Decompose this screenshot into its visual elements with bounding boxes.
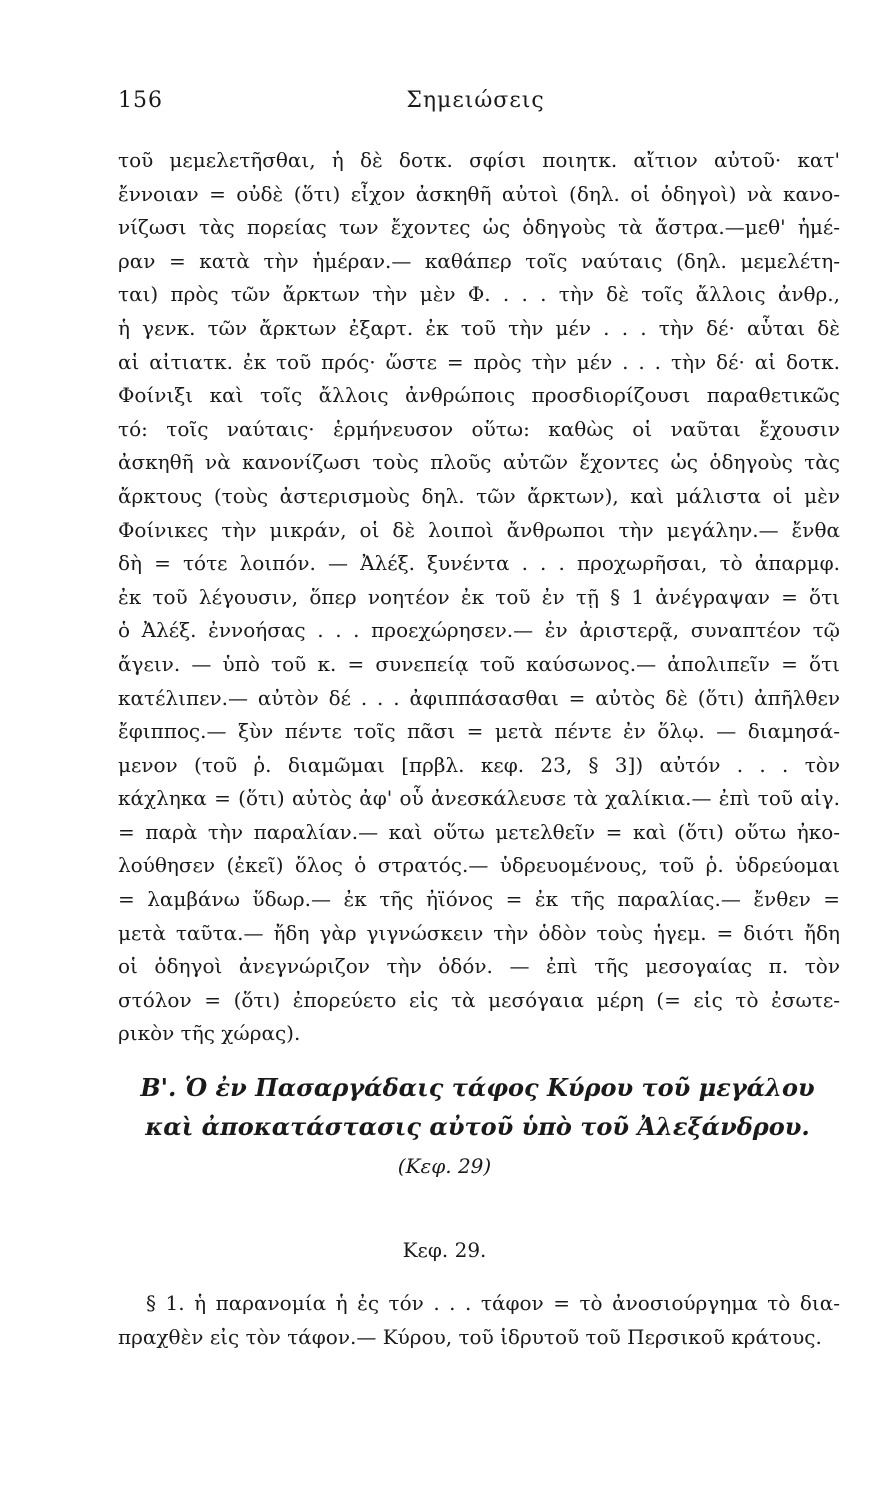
text-line: αἱ αἰτιατκ. ἐκ τοῦ πρός· ὥστε = πρὸς τὴν μέν . . . τὴν δέ· αἱ δοτκ. — [118, 349, 840, 374]
section-title — [110, 1068, 845, 1146]
section-title-line: καὶ ἀποκατάστασις αὐτοῦ ὑπὸ τοῦ Ἀλεξάνδρου. — [145, 1112, 810, 1141]
text-line: ὁ Ἀλέξ. ἐννοήσας . . . προεχώρησεν.— ἐν ἀριστερᾷ, συναπτέον τῷ — [118, 618, 840, 643]
text-line: ἡ γενκ. τῶν ἄρκτων ἐξαρτ. ἐκ τοῦ τὴν μέν . . . τὴν δέ· αὗται δὲ — [118, 315, 840, 340]
chapter-heading: Κεφ. 29. — [402, 1238, 487, 1262]
text-line: Φοίνικες τὴν μικράν, οἱ δὲ λοιποὶ ἄνθρωποι τὴν μεγάλην.— ἔνθα — [118, 517, 840, 542]
text-line: ἀσκηθῆ νὰ κανονίζωσι τοὺς πλοῦς αὐτῶν ἔχοντες ὡς ὁδηγοὺς τὰς — [118, 450, 840, 475]
text-line: § 1. ἡ παρανομία ἡ ἐς τόν . . . τάφον = τὸ ἀνοσιούργημα τὸ δια- — [146, 1291, 840, 1315]
text-line: = παρὰ τὴν παραλίαν.— καὶ οὕτω μετελθεῖν = καὶ (ὅτι) οὕτω ἠκο- — [118, 819, 840, 844]
text-line: νίζωσι τὰς πορείας των ἔχοντες ὡς ὁδηγοὺς τὰ ἄστρα.—μεθ' ἡμέ- — [118, 215, 840, 240]
text-line: δὴ = τότε λοιπόν. — Ἀλέξ. ξυνέντα . . . προχωρῆσαι, τὸ ἀπαρμφ. — [118, 551, 840, 576]
text-line: ἐκ τοῦ λέγουσιν, ὅπερ νοητέον ἐκ τοῦ ἐν τῇ § 1 ἀνέγραψαν = ὅτι — [118, 584, 840, 609]
text-line: ἄγειν. — ὑπὸ τοῦ κ. = συνεπείᾳ τοῦ καύσωνος.— ἀπολιπεῖν = ὅτι — [118, 651, 840, 676]
text-line: τό: τοῖς ναύταις· ἑρμήνευσον οὕτω: καθὼς οἱ ναῦται ἔχουσιν — [118, 416, 840, 441]
page-number: 156 — [118, 88, 163, 113]
notes-text — [118, 144, 840, 1051]
section-subtitle: (Κεφ. 29) — [397, 1154, 492, 1178]
page-header — [118, 88, 833, 120]
text-line: στόλον = (ὅτι) ἐπορεύετο εἰς τὰ μεσόγαια μέρη (= εἰς τὸ ἐσωτε- — [118, 987, 840, 1012]
text-line: ἔννοιαν = οὐδὲ (ὅτι) εἶχον ἀσκηθῆ αὐτοὶ (δηλ. οἱ ὁδηγοὶ) νὰ κανο- — [118, 181, 840, 206]
text-line: κατέλιπεν.— αὐτὸν δέ . . . ἀφιππάσασθαι = αὐτὸς δὲ (ὅτι) ἀπῆλθεν — [118, 685, 840, 710]
section-title-line: Β'. Ὁ ἐν Πασαργάδαις τάφος Κύρου τοῦ μεγάλου — [140, 1073, 815, 1102]
text-line: τοῦ μεμελετῆσθαι, ἡ δὲ δοτκ. σφίσι ποιητκ. αἴτιον αὐτοῦ· κατ' — [118, 148, 840, 172]
text-line: ρικὸν τῆς χώρας). — [118, 1021, 301, 1046]
text-line: κάχληκα = (ὅτι) αὐτὸς ἀφ' οὗ ἀνεσκάλευσε τὰ χαλίκια.— ἐπὶ τοῦ αἰγ. — [118, 786, 840, 811]
text-line: λούθησεν (ἐκεῖ) ὅλος ὁ στρατός.— ὑδρευομένους, τοῦ ῥ. ὑδρεύομαι — [118, 853, 840, 878]
text-line: = λαμβάνω ὕδωρ.— ἐκ τῆς ἠϊόνος = ἐκ τῆς παραλίας.— ἔνθεν = — [118, 887, 840, 912]
text-line: ἔφιππος.— ξὺν πέντε τοῖς πᾶσι = μετὰ πέντε ἐν ὅλῳ. — διαμησά- — [118, 719, 840, 744]
text-line: Φοίνιξι καὶ τοῖς ἄλλοις ἀνθρώποις προσδιορίζουσι παραθετικῶς — [118, 383, 840, 408]
text-line: πραχθὲν εἰς τὸν τάφον.— Κύρου, τοῦ ἱδρυτοῦ τοῦ Περσικοῦ κράτους. — [118, 1325, 822, 1349]
text-line: μενον (τοῦ ῥ. διαμῶμαι [πρβλ. κεφ. 23, § 3]) αὐτόν . . . τὸν — [118, 752, 840, 777]
text-line: ται) πρὸς τῶν ἄρκτων τὴν μὲν Φ. . . . τὴν δὲ τοῖς ἄλλοις ἀνθρ., — [118, 282, 840, 307]
text-line: ραν = κατὰ τὴν ἡμέραν.— καθάπερ τοῖς ναύταις (δηλ. μεμελέτη- — [118, 248, 840, 273]
text-line: ἄρκτους (τοὺς ἀστερισμοὺς δηλ. τῶν ἄρκτων), καὶ μάλιστα οἱ μὲν — [118, 483, 840, 508]
text-line: μετὰ ταῦτα.— ἤδη γὰρ γιγνώσκειν τὴν ὁδὸν τοὺς ἡγεμ. = διότι ἤδη — [118, 920, 840, 945]
running-head: Σημειώσεις — [406, 88, 545, 113]
text-line: οἱ ὁδηγοὶ ἀνεγνώριζον τὴν ὁδόν. — ἐπὶ τῆς μεσογαίας π. τὸν — [118, 954, 840, 979]
chapter-paragraph — [118, 1286, 840, 1354]
